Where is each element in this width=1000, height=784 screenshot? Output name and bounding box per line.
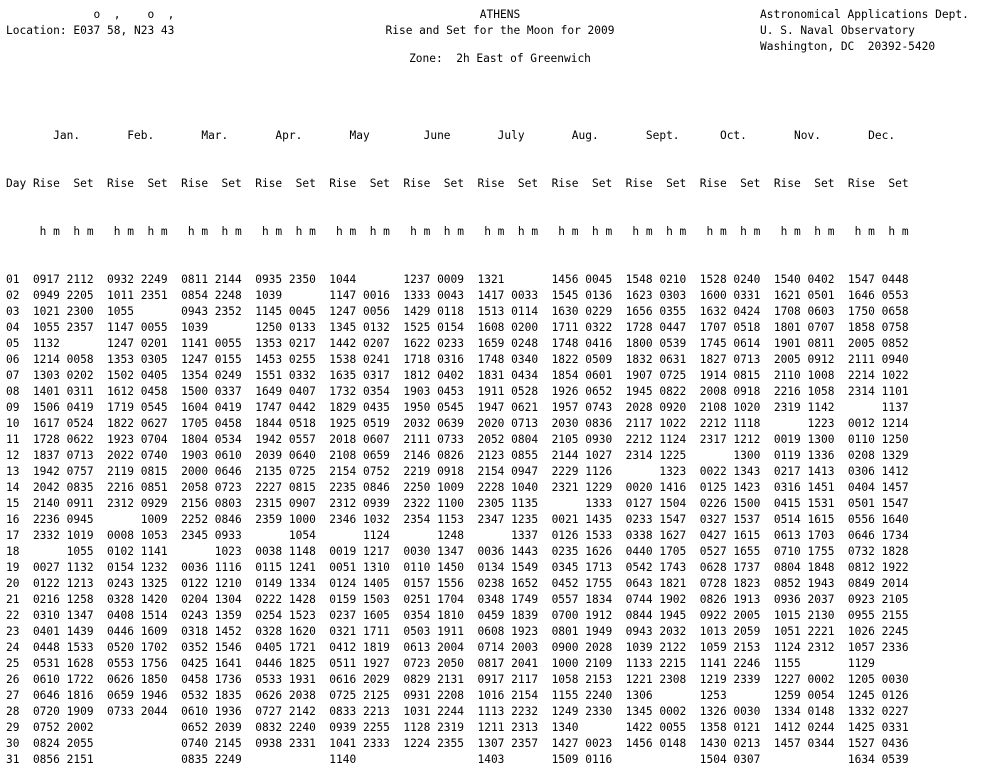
city-title: ATHENS <box>479 8 521 21</box>
table-row: 06 1214 0058 1353 0305 1247 0155 1453 0255 1538 0241 1718 0316 1748 0340 1822 0509 1832 0631 1827 0713 2005 0912 2111 0940 <box>6 353 909 366</box>
table-row: 09 1506 0419 1719 0545 1604 0419 1747 0442 1829 0435 1950 0545 1947 0621 1957 0743 2028 0920 2108 1020 2319 1142 1137 <box>6 401 909 414</box>
table-row: 31 0856 2151 0835 2249 1140 1403 1509 0116 1504 0307 1634 0539 <box>6 753 909 766</box>
table-row: 29 0752 2002 0652 2039 0832 2240 0939 2255 1128 2319 1211 2313 1340 1422 0055 1358 0121 1412 0244 1425 0331 <box>6 721 909 734</box>
table-row: 07 1303 0202 1502 0405 1354 0249 1551 0332 1635 0317 1812 0402 1831 0434 1854 0601 1907 0725 1914 0815 2110 1008 2214 1022 <box>6 369 909 382</box>
table-row: 20 0122 1213 0243 1325 0122 1210 0149 1334 0124 1405 0157 1556 0238 1652 0452 1755 0643 1821 0728 1823 0852 1943 0849 2014 <box>6 577 909 590</box>
table-row: 21 0216 1258 0328 1420 0204 1304 0222 1428 0159 1503 0251 1704 0348 1749 0557 1834 0744 1902 0826 1913 0936 2037 0923 2105 <box>6 593 909 606</box>
table-row: 08 1401 0311 1612 0458 1500 0337 1649 0407 1732 0354 1903 0453 1911 0528 1926 0652 1945 0822 2008 0918 2216 1058 2314 1101 <box>6 385 909 398</box>
table-row: 22 0310 1347 0408 1514 0243 1359 0254 1523 0237 1605 0354 1810 0459 1839 0700 1912 0844 1945 0922 2005 1015 2130 0955 2155 <box>6 609 909 622</box>
table-row: 14 2042 0835 2216 0851 2058 0723 2227 0815 2235 0846 2250 1009 2228 1040 2321 1229 0020 1416 0125 1423 0316 1451 0404 1457 <box>6 481 909 494</box>
table-row: 25 0531 1628 0553 1756 0425 1641 0446 1825 0511 1927 0723 2050 0817 2041 1000 2109 1133 2215 1141 2246 1155 1129 <box>6 657 875 670</box>
department-name: Astronomical Applications Dept. <box>760 8 969 21</box>
time-zone-label: Zone: 2h East of Greenwich <box>409 52 591 65</box>
table-row: 04 1055 2357 1147 0055 1039 1250 0133 1345 0132 1525 0154 1608 0200 1711 0322 1728 0447 1707 0518 1801 0707 1858 0758 <box>6 321 909 334</box>
table-row: 12 1837 0713 2022 0740 1903 0610 2039 0640 2108 0659 2146 0826 2123 0855 2144 1027 2314 1225 1300 0119 1336 0208 1329 <box>6 449 909 462</box>
table-row: 27 0646 1816 0659 1946 0532 1835 0626 2038 0725 2125 0931 2208 1016 2154 1155 2240 1306 1253 1259 0054 1245 0126 <box>6 689 909 702</box>
observatory-address: Washington, DC 20392-5420 <box>760 40 936 53</box>
table-row: 19 0027 1132 0154 1232 0036 1116 0115 1241 0051 1310 0110 1450 0134 1549 0345 1713 0542 1743 0628 1737 0804 1848 0812 1922 <box>6 561 909 574</box>
month-header-row: Jan. Feb. Mar. Apr. May June July Aug. Sept. Oct. Nov. Dec. <box>6 129 896 142</box>
table-row: 03 1021 2300 1055 0943 2352 1145 0045 1247 0056 1429 0118 1513 0114 1630 0229 1656 0355 1632 0424 1708 0603 1750 0658 <box>6 305 909 318</box>
table-row: 30 0824 2055 0740 2145 0938 2331 1041 2333 1224 2355 1307 2357 1427 0023 1456 0148 1430 0213 1457 0344 1527 0436 <box>6 737 909 750</box>
observatory-name: U. S. Naval Observatory <box>760 24 915 37</box>
table-row: 02 0949 2205 1011 2351 0854 2248 1039 1147 0016 1333 0043 1417 0033 1545 0136 1623 0303 1600 0331 1621 0501 1646 0553 <box>6 289 909 302</box>
table-row: 13 1942 0757 2119 0815 2000 0646 2135 0725 2154 0752 2219 0918 2154 0947 2229 1126 1323 0022 1343 0217 1413 0306 1412 <box>6 465 909 478</box>
table-row: 05 1132 1247 0201 1141 0055 1353 0217 1442 0207 1622 0233 1659 0248 1748 0416 1800 0539 1745 0614 1901 0811 2005 0852 <box>6 337 909 350</box>
column-header-row: Day Rise Set Rise Set Rise Set Rise Set Rise Set Rise Set Rise Set Rise Set Rise Set Rise Set Rise Set Rise Set <box>6 177 909 190</box>
table-row: 18 1055 0102 1141 1023 0038 1148 0019 1217 0030 1347 0036 1443 0235 1626 0440 1705 0527 1655 0710 1755 0732 1828 <box>6 545 909 558</box>
location-label: Location: E037 58, N23 43 <box>6 24 175 37</box>
header-right <box>760 7 969 55</box>
location-degree-marks: o , o , <box>6 8 175 21</box>
report-title: Rise and Set for the Moon for 2009 <box>385 24 615 37</box>
unit-header-row: h m h m h m h m h m h m h m h m h m h m h m h m h m h m h m h m h m h m h m h m h m h m h m h m <box>6 225 909 238</box>
table-row: 24 0448 1533 0520 1702 0352 1546 0405 1721 0412 1819 0613 2004 0714 2003 0900 2028 1039 2122 1059 2153 1124 2312 1057 2336 <box>6 641 909 654</box>
table-row: 10 1617 0524 1822 0627 1705 0458 1844 0518 1925 0519 2032 0639 2020 0713 2030 0836 2117 1022 2212 1118 1223 0012 1214 <box>6 417 909 430</box>
table-row: 15 2140 0911 2312 0929 2156 0803 2315 0907 2312 0939 2322 1100 2305 1135 1333 0127 1504 0226 1500 0415 1531 0501 1547 <box>6 497 909 510</box>
table-body <box>6 272 909 768</box>
table-row: 23 0401 1439 0446 1609 0318 1452 0328 1620 0321 1711 0503 1911 0608 1923 0801 1949 0943 2032 1013 2059 1051 2221 1026 2245 <box>6 625 909 638</box>
table-row: 16 2236 0945 1009 2252 0846 2359 1000 2346 1032 2354 1153 2347 1235 0021 1435 0233 1547 0327 1537 0514 1615 0556 1640 <box>6 513 909 526</box>
table-row: 17 2332 1019 0008 1053 2345 0933 1054 1124 1248 1337 0126 1533 0338 1627 0427 1615 0613 1703 0646 1734 <box>6 529 909 542</box>
table-row: 11 1728 0622 1923 0704 1804 0534 1942 0557 2018 0607 2111 0733 2052 0804 2105 0930 2212 1124 2317 1212 0019 1300 0110 1250 <box>6 433 909 446</box>
table-row: 01 0917 2112 0932 2249 0811 2144 0935 2350 1044 1237 0009 1321 1456 0045 1548 0210 1528 0240 1540 0402 1547 0448 <box>6 273 909 286</box>
table-row: 28 0720 1909 0733 2044 0610 1936 0727 2142 0833 2213 1031 2244 1113 2232 1249 2330 1345 0002 1326 0030 1334 0148 1332 0227 <box>6 705 909 718</box>
table-row: 26 0610 1722 0626 1850 0458 1736 0533 1931 0616 2029 0829 2131 0917 2117 1058 2153 1221 2308 1219 2339 1227 0002 1205 0030 <box>6 673 909 686</box>
moon-rise-set-table <box>6 96 909 784</box>
